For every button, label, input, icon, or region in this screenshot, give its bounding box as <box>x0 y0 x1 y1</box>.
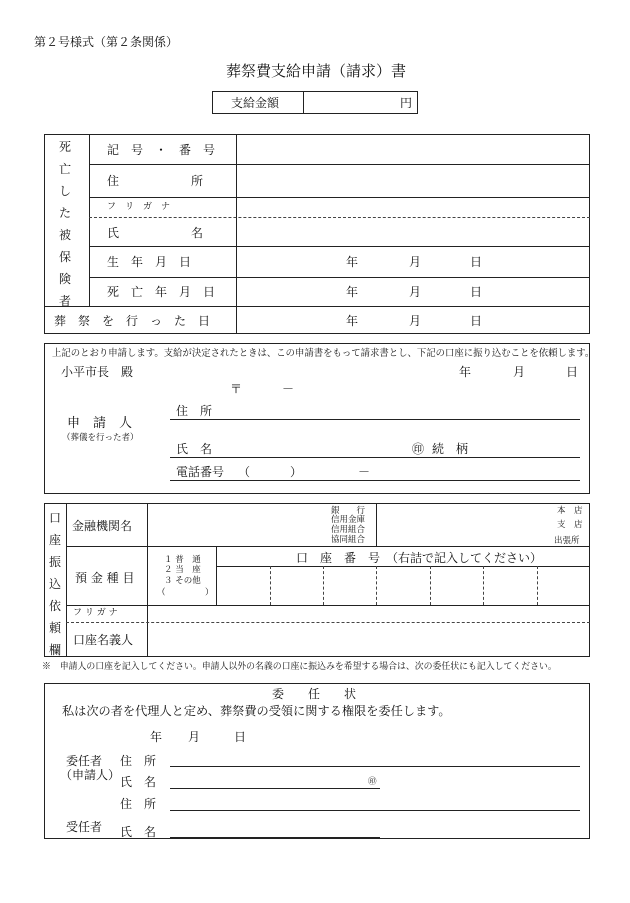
holder-furigana-label: フ リ ガ ナ <box>73 608 118 618</box>
death-day-unit: 日 <box>470 285 483 299</box>
account-digit-4[interactable] <box>377 567 430 605</box>
proxy-date-field[interactable] <box>110 727 250 745</box>
birth-date-label: 生 年 月 日 <box>107 255 192 269</box>
branch-type-office: 出張所 <box>554 536 580 546</box>
institution-type-shinkumi: 信用組合 <box>331 525 366 535</box>
applicant-label: 申 請 人 <box>67 416 133 431</box>
applicant-seal: ㊞ <box>412 442 425 456</box>
amount-field[interactable] <box>304 92 400 113</box>
page-title: 葬祭費支給申請（請求）書 <box>226 62 407 80</box>
account-digit-1[interactable] <box>217 567 270 605</box>
delegatee-label: 受任者 <box>66 820 103 834</box>
deceased-name-label: 氏 名 <box>107 226 204 240</box>
death-year-unit: 年 <box>346 285 359 299</box>
death-month-unit: 月 <box>409 285 422 299</box>
account-note: ※ 申請人の口座を記入してください。申請人以外の名義の口座に振込みを希望する場合は、次の委任状にも記入してください。 <box>42 662 557 672</box>
account-digit-2[interactable] <box>271 567 323 605</box>
deposit-other-close: ） <box>205 588 214 598</box>
proxy-title: 委 任 状 <box>272 687 357 701</box>
deceased-furigana-field[interactable] <box>237 198 589 217</box>
funeral-day-unit: 日 <box>470 314 483 328</box>
phone-open: （ <box>238 465 251 479</box>
apply-day-unit: 日 <box>566 365 579 379</box>
account-digit-7[interactable] <box>538 567 589 605</box>
delegator-seal: ㊞ <box>368 777 377 787</box>
deposit-other-open: （ <box>157 588 166 598</box>
postal-dash: － <box>282 382 295 396</box>
institution-type-shinkin: 信用金庫 <box>331 515 366 525</box>
delegatee-address-field[interactable] <box>172 794 580 809</box>
apply-date-field[interactable] <box>420 362 580 380</box>
delegatee-name-label: 氏 名 <box>120 825 157 839</box>
proxy-year-unit: 年 <box>150 730 163 744</box>
mayor-addressee: 小平市長 殿 <box>61 365 134 379</box>
symbol-number-label: 記 号 ・ 番 号 <box>107 143 216 157</box>
deceased-furigana-label: フ リ ガ ナ <box>107 202 171 212</box>
account-digit-3[interactable] <box>324 567 376 605</box>
relation-field[interactable] <box>500 438 580 456</box>
delegatee-address-label: 住 所 <box>120 797 157 811</box>
account-side-label: 口座振込依頼欄 <box>48 511 61 657</box>
applicant-address-field[interactable] <box>230 400 580 418</box>
relation-label: 続 柄 <box>432 442 469 456</box>
death-date-label: 死 亡 年 月 日 <box>107 285 216 299</box>
birth-day-unit: 日 <box>470 255 483 269</box>
account-digit-5[interactable] <box>431 567 483 605</box>
delegator-address-label: 住 所 <box>120 754 157 768</box>
branch-name-field[interactable] <box>377 504 547 546</box>
funeral-year-unit: 年 <box>346 314 359 328</box>
institution-name-field[interactable] <box>148 504 318 546</box>
postal-mark: 〒 <box>230 382 243 396</box>
deposit-type-current[interactable]: ２ 当 座 <box>164 565 201 575</box>
postal-code-field[interactable] <box>244 380 324 396</box>
proxy-statement: 私は次の者を代理人と定め、葬祭費の受領に関する権限を委任します。 <box>62 704 451 718</box>
applicant-name-label: 氏 名 <box>176 442 213 456</box>
institution-label: 金融機関名 <box>72 519 133 533</box>
funeral-month-unit: 月 <box>409 314 422 328</box>
amount-unit: 円 <box>400 96 413 110</box>
phone-field[interactable] <box>246 462 580 479</box>
institution-type-bank: 銀 行 <box>331 506 366 516</box>
applicant-address-label: 住 所 <box>176 404 213 418</box>
applicant-name-field[interactable] <box>230 438 405 456</box>
deceased-side-label: 死亡した被保険者 <box>58 140 71 308</box>
delegator-sub-label: （申請人） <box>60 768 121 782</box>
birth-month-unit: 月 <box>409 255 422 269</box>
holder-name-field[interactable] <box>148 623 589 656</box>
proxy-month-unit: 月 <box>188 730 201 744</box>
delegator-address-field[interactable] <box>172 750 580 765</box>
proxy-day-unit: 日 <box>234 730 247 744</box>
deposit-label: 預 金 種 目 <box>75 571 135 585</box>
deceased-name-field[interactable] <box>237 218 589 246</box>
phone-close: ） <box>290 465 303 479</box>
funeral-date-label: 葬 祭 を 行 っ た 日 <box>54 314 211 328</box>
delegator-name-label: 氏 名 <box>120 775 157 789</box>
institution-type-kyodo: 協同組合 <box>331 535 366 545</box>
delegator-label: 委任者 <box>66 754 103 768</box>
birth-year-unit: 年 <box>346 255 359 269</box>
deposit-type-regular[interactable]: １ 普 通 <box>164 555 201 565</box>
form-number: 第２号様式（第２条関係） <box>34 35 179 49</box>
amount-label: 支給金額 <box>231 96 280 110</box>
account-digit-6[interactable] <box>484 567 537 605</box>
symbol-number-field[interactable] <box>237 135 589 164</box>
holder-furigana-field[interactable] <box>148 606 589 622</box>
deposit-type-other[interactable]: ３ その他 <box>164 576 201 586</box>
apply-month-unit: 月 <box>513 365 526 379</box>
apply-year-unit: 年 <box>459 365 472 379</box>
applicant-statement: 上記のとおり申請します。支給が決定されたときは、この申請書をもって請求書とし、下記の口座に振り込むことを依頼します。 <box>52 348 595 359</box>
holder-label: 口座名義人 <box>73 633 134 647</box>
applicant-sub-label: （葬儀を行った者） <box>62 433 139 443</box>
delegator-name-field[interactable] <box>172 772 362 787</box>
branch-type-head: 本 店 <box>557 506 583 516</box>
branch-type-branch: 支 店 <box>557 520 583 530</box>
account-number-label: 口 座 番 号 （右詰で記入してください） <box>296 551 543 565</box>
phone-label: 電話番号 <box>176 465 225 479</box>
phone-dash: － <box>358 465 371 479</box>
deceased-address-field[interactable] <box>237 165 589 197</box>
delegatee-name-field[interactable] <box>172 821 380 836</box>
deceased-address-label: 住 所 <box>107 174 204 188</box>
